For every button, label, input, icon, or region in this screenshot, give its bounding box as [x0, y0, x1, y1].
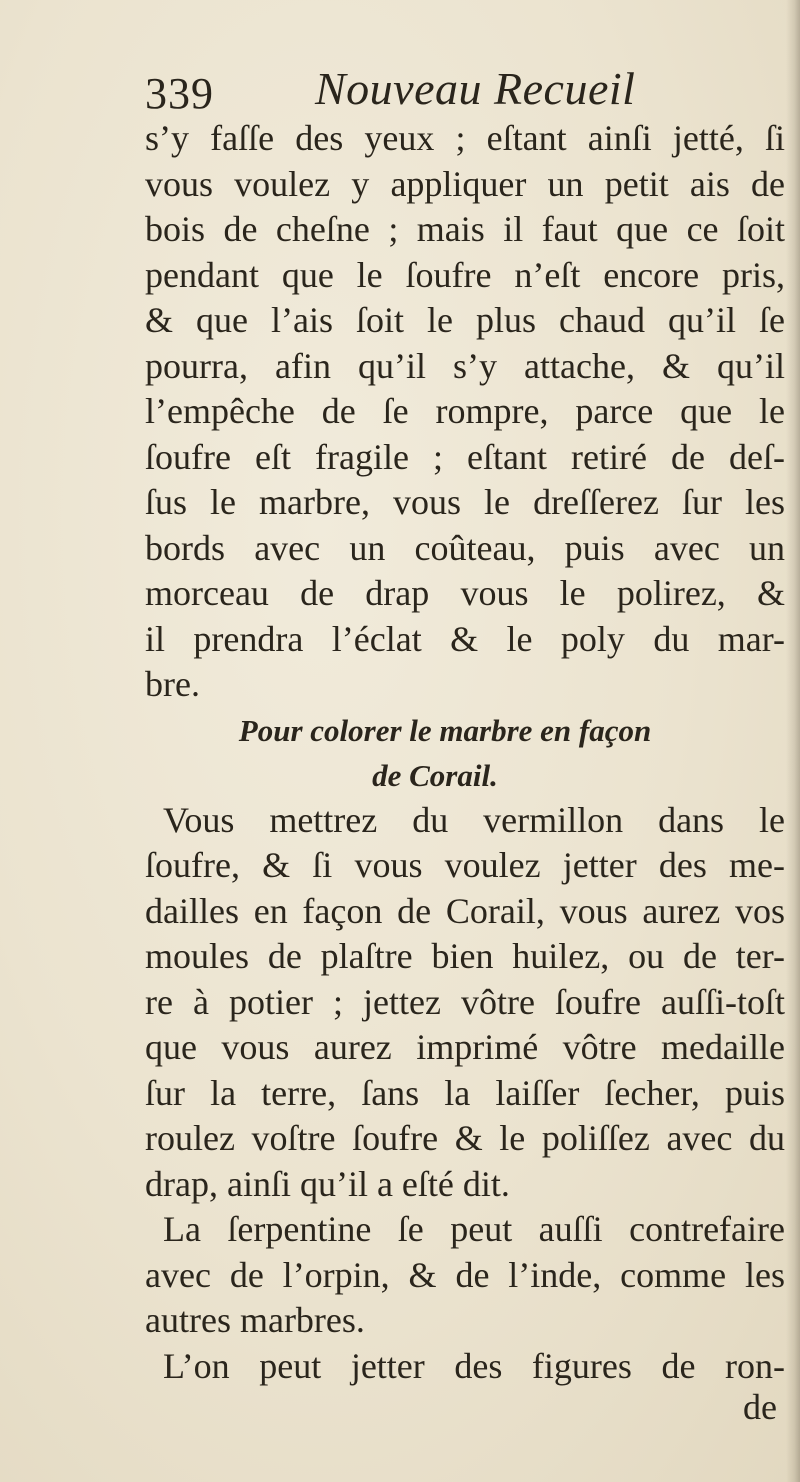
text-line: s’y faſſe des yeux ; eſtant ainſi jetté, ſi	[145, 118, 785, 158]
text-line: bois de cheſne ; mais il faut que ce ſoit	[145, 209, 785, 249]
catchword: de	[743, 1387, 777, 1427]
text-line: ſur la terre, ſans la laiſſer ſecher, puis	[145, 1072, 785, 1113]
running-title: Nouveau Recueil	[315, 63, 636, 114]
paragraph-1	[145, 116, 785, 708]
text-line: dailles en façon de Corail, vous aurez vos	[145, 890, 785, 931]
text-line: roulez voſtre ſoufre & le poliſſez avec du	[145, 1118, 785, 1158]
text-line: & que l’ais ſoit le plus chaud qu’il ſe	[145, 300, 785, 340]
text-line: drap, ainſi qu’il a eſté dit.	[145, 1163, 510, 1204]
text-line: pendant que le ſoufre n’eſt encore pris,	[145, 254, 785, 295]
text-line: Vous mettrez du vermillon dans le	[163, 799, 785, 840]
text-line: pourra, afin qu’il s’y attache, & qu’il	[145, 345, 785, 386]
paragraph-3	[145, 1207, 785, 1344]
text-line: morceau de drap vous le polirez, &	[145, 573, 785, 613]
text-line: re à potier ; jettez vôtre ſoufre auſſi-toſt	[145, 981, 785, 1022]
text-line: bre.	[145, 664, 200, 704]
text-line: autres marbres.	[145, 1300, 365, 1340]
text-line: ſoufre, & ſi vous voulez jetter des me-	[145, 845, 785, 885]
page-number: 339	[145, 69, 214, 118]
text-line: que vous aurez imprimé vôtre medaille	[145, 1027, 785, 1067]
paragraph-2	[145, 798, 785, 1208]
text-line: ſoufre eſt fragile ; eſtant retiré de deſ-	[145, 436, 785, 477]
text-line: L’on peut jetter des figures de ron-	[163, 1345, 785, 1386]
text-line: moules de plaſtre bien huilez, ou de ter-	[145, 936, 785, 976]
section-heading	[145, 708, 785, 798]
text-line: vous voulez y appliquer un petit ais de	[145, 163, 785, 204]
body-text	[145, 116, 785, 1429]
text-line: La ſerpentine ſe peut auſſi contrefaire	[163, 1209, 785, 1249]
text-line: bords avec un coûteau, puis avec un	[145, 527, 785, 568]
text-line: il prendra l’éclat & le poly du mar-	[145, 618, 785, 659]
text-line: l’empêche de ſe rompre, parce que le	[145, 391, 785, 431]
page-edge-shadow	[786, 0, 800, 1482]
section-heading-line-1: Pour colorer le marbre en façon	[238, 712, 652, 748]
section-heading-line-2: de Corail.	[372, 757, 498, 793]
text-line: avec de l’orpin, & de l’inde, comme les	[145, 1254, 785, 1295]
paragraph-4	[145, 1344, 785, 1390]
text-line: ſus le marbre, vous le dreſſerez ſur les	[145, 482, 785, 522]
page-header	[145, 60, 765, 120]
